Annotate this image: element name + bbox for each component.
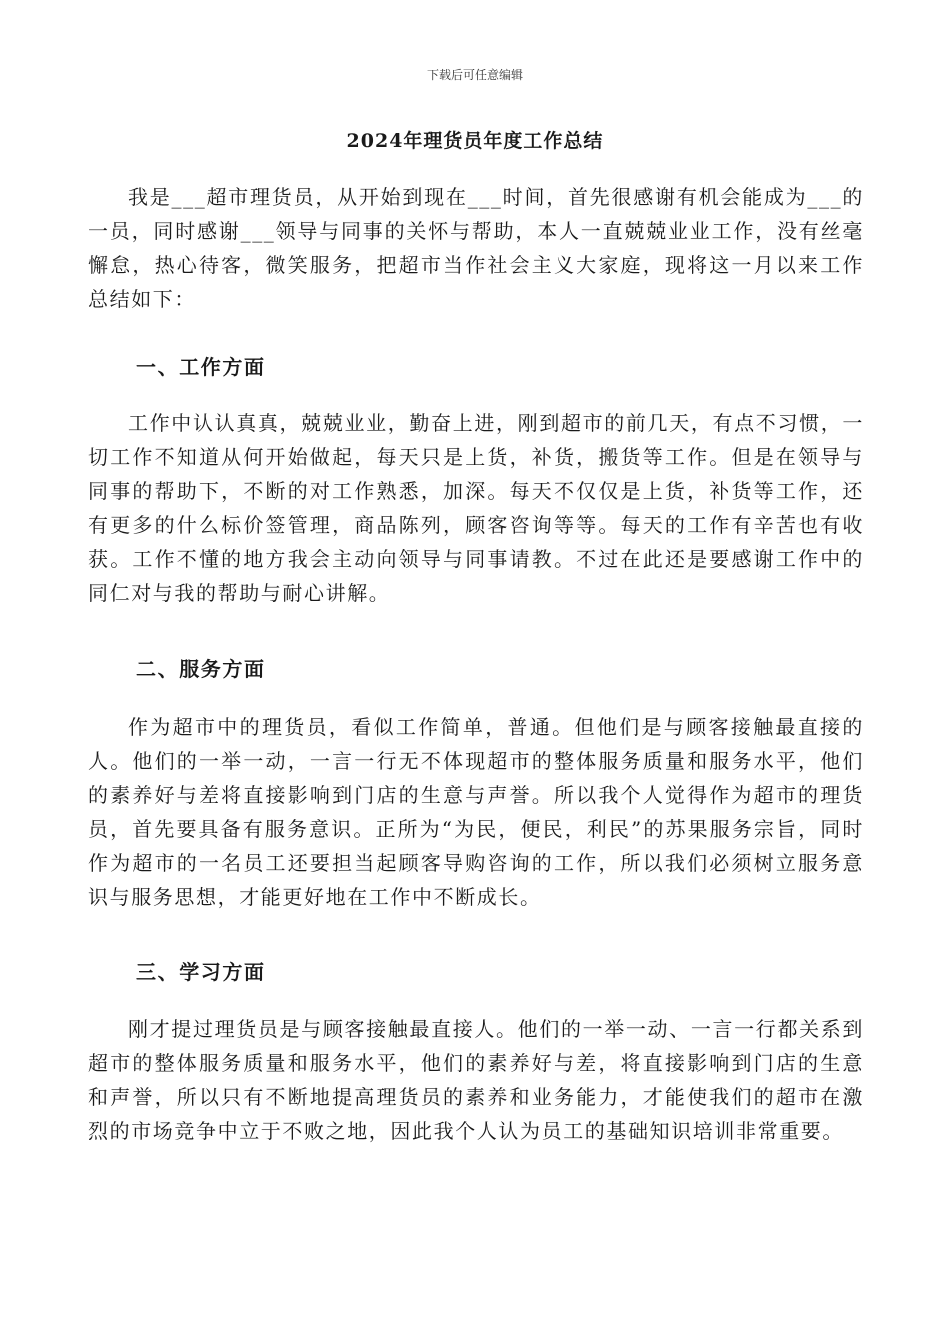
intro-paragraph: 我是___超市理货员，从开始到现在___时间，首先很感谢有机会能成为___的一员，同时感谢___领导与同事的关怀与帮助，本人一直兢兢业业工作，没有丝毫懈怠，热心待客，微笑服务，把超市当作社会主义大家庭，现将这一月以来工作总结如下： xyxy=(88,185,864,311)
section-paragraph-block xyxy=(88,710,864,914)
section-paragraph-work: 工作中认认真真，兢兢业业，勤奋上进，刚到超市的前几天，有点不习惯，一切工作不知道从何开始做起，每天只是上货，补货，搬货等工作。但是在领导与同事的帮助下，不断的对工作熟悉，加深。每天不仅仅是上货，补货等工作，还有更多的什么标价签管理，商品陈列，顾客咨询等等。每天的工作有辛苦也有收获。工作不懂的地方我会主动向领导与同事请教。不过在此还是要感谢工作中的同仁对与我的帮助与耐心讲解。 xyxy=(88,411,864,605)
section-heading-service: 二、服务方面 xyxy=(136,657,266,681)
section-paragraph-service: 作为超市中的理货员，看似工作简单，普通。但他们是与顾客接触最直接的人。他们的一举一动，一言一行无不体现超市的整体服务质量和服务水平，他们的素养好与差将直接影响到门店的生意与声誉。所以我个人觉得作为超市的理货员，首先要具备有服务意识。正所为“为民，便民，利民”的苏果服务宗旨，同时作为超市的一名员工还要担当起顾客导购咨询的工作，所以我们必须树立服务意识与服务思想，才能更好地在工作中不断成长。 xyxy=(88,715,864,909)
intro-paragraph-block xyxy=(88,180,864,316)
section-heading-block xyxy=(88,955,864,989)
section-paragraph-block xyxy=(88,406,864,610)
section-heading-block xyxy=(88,350,864,384)
document-title: 2024年理货员年度工作总结 xyxy=(346,130,604,152)
section-heading-block xyxy=(88,652,864,686)
section-heading-study: 三、学习方面 xyxy=(136,960,266,984)
header-note: 下载后可任意编辑 xyxy=(426,68,523,82)
section-paragraph-study: 刚才提过理货员是与顾客接触最直接人。他们的一举一动、一言一行都关系到超市的整体服务质量和服务水平，他们的素养好与差，将直接影响到门店的生意和声誉，所以只有不断地提高理货员的素养和业务能力，才能使我们的超市在激烈的市场竞争中立于不败之地，因此我个人认为员工的基础知识培训非常重要。 xyxy=(88,1017,864,1143)
section-heading-work: 一、工作方面 xyxy=(136,355,266,379)
section-paragraph-block xyxy=(88,1012,864,1148)
